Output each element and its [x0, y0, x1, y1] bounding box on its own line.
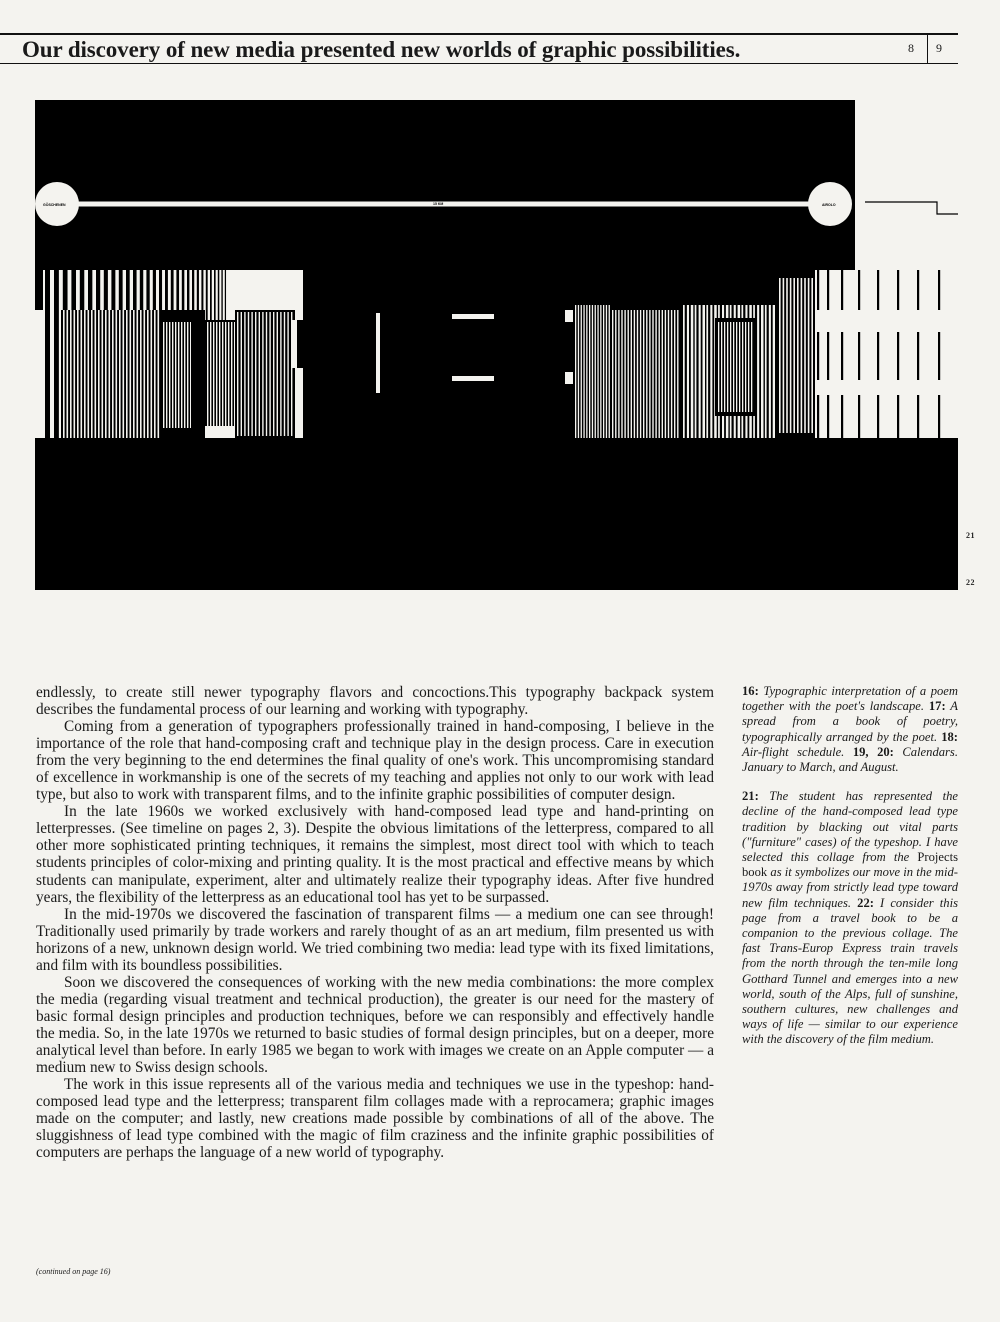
stripe-bar: [877, 270, 879, 310]
stripe-bar: [154, 310, 156, 438]
stripe-bar: [610, 270, 680, 438]
caption-text-21a: The student has represented the decline of the hand-composed lead type tradition by blacking out vital parts ("furniture" cases) of the typeshop. I have selected this collage from the: [742, 789, 958, 865]
stripe-bar: [63, 310, 65, 438]
caption-block-16-20: [742, 684, 958, 775]
stripe-bar: [112, 310, 114, 438]
caption-number-16: 16:: [742, 684, 759, 698]
caption-text-16: Typographic interpretation of a poem together with the poet's landscape.: [742, 684, 958, 714]
stripe-bar: [631, 310, 632, 438]
stripe-bar: [133, 310, 135, 438]
stripe-bar: [655, 310, 656, 438]
body-paragraph-6: The work in this issue represents all of the various media and techniques we use in the typeshop: hand-composed lead type and the letterpress; transparent film collages made with a reprocamera; graphic images made on the computer; and lastly, new creations made possible by combinations of all of the above. The sluggishness of lead type combined with the magic of film craziness and the infinite graphic possibilities of computers are perhaps the language of a new world of typography.: [36, 1076, 714, 1162]
tunnel-vertical-mark: [376, 313, 380, 393]
stripe-bar: [269, 312, 270, 436]
caption-number-17: 17:: [928, 699, 946, 714]
stripe-bar: [615, 310, 616, 438]
stripe-bar: [817, 332, 819, 380]
stripe-bar: [126, 310, 128, 438]
stripe-bar: [665, 310, 666, 438]
stripe-bar: [77, 310, 79, 438]
stripe-bar: [231, 322, 232, 426]
page-numbers: [898, 35, 958, 63]
stripe-bar: [637, 310, 638, 438]
stripe-bar: [67, 310, 69, 438]
stripe-bar: [640, 310, 641, 438]
stripe-bar: [727, 322, 728, 412]
stripe-bar: [259, 312, 260, 436]
stripe-bar: [671, 310, 672, 438]
tunnel-notch-bottom: [565, 372, 573, 384]
stripe-bar: [595, 305, 596, 438]
stripe-bar: [119, 310, 121, 438]
stripe-bar: [181, 322, 182, 428]
stripe-bar: [219, 322, 220, 426]
stripe-bar: [858, 332, 860, 380]
caption-text-22: I consider this page from a travel book to be a companion to the previous collage. The fast Trans-Europ Express train travels from the north through the ten-mile long Gotthard Tunnel and emerges into a new world, south of the Alps, full of sunshine, southern cultures, new challenges and ways of life — similar to our experience with the discovery of the film medium.: [742, 895, 958, 1047]
stripe-bar: [116, 310, 118, 438]
body-paragraph-1: endlessly, to create still newer typography flavors and concoctions.This typography backpack system describes the fundamental process of our learning and working with typography.: [36, 684, 714, 719]
stripe-bar: [917, 395, 919, 438]
stripe-bar: [262, 312, 263, 436]
stripe-bar: [917, 332, 919, 380]
stripe-bar: [222, 322, 223, 426]
stripe-bar: [241, 312, 242, 436]
stripe-bar: [751, 322, 752, 412]
stripe-bar: [938, 270, 940, 310]
stripe-bar: [808, 278, 810, 433]
stripe-bar: [612, 310, 613, 438]
stripe-bar: [733, 322, 734, 412]
stripe-bar: [74, 310, 76, 438]
figure-label-21: 21: [966, 531, 975, 540]
upper-right-white-field: [855, 100, 958, 270]
stripe-bar: [287, 312, 288, 436]
stripe-bar: [718, 322, 719, 412]
stripe-bar: [130, 310, 132, 438]
stripe-bar: [783, 278, 785, 433]
stripe-bar: [109, 310, 111, 438]
stripe-bar: [244, 312, 245, 436]
stripe-bar: [624, 310, 625, 438]
stripe-bar: [659, 310, 660, 438]
stripe-bar: [606, 305, 607, 438]
stripe-bar: [91, 310, 93, 438]
stripe-bar: [703, 305, 706, 438]
caption-sidebar: [742, 684, 958, 1048]
stripe-bar: [105, 310, 107, 438]
stripe-bar: [695, 305, 697, 438]
caption-block-21-22: [742, 789, 958, 1047]
stripe-bar: [765, 305, 767, 438]
stripe-bar: [674, 310, 675, 438]
stripe-bar: [172, 322, 173, 428]
stripe-bar: [877, 395, 879, 438]
stripe-bar: [213, 322, 214, 426]
stripe-bar: [706, 305, 708, 438]
stripe-bar: [144, 310, 146, 438]
stripe-bar: [827, 332, 829, 380]
stripe-bar: [589, 305, 590, 438]
stripe-bar: [634, 310, 635, 438]
stripe-bar: [609, 305, 610, 438]
stripe-bar: [586, 305, 587, 438]
stripe-bar: [618, 310, 619, 438]
stripe-bar: [184, 322, 185, 428]
stripe-bar: [284, 312, 285, 436]
stripe-bar: [621, 310, 622, 438]
stripe-bar: [628, 310, 629, 438]
stripe-bar: [266, 312, 267, 436]
stripe-bar: [827, 395, 829, 438]
stripe-bar: [225, 322, 226, 426]
stripe-bar: [88, 310, 90, 438]
stripe-bar: [98, 310, 100, 438]
stripe-bar: [583, 305, 584, 438]
stripe-bar: [786, 278, 788, 433]
stripe-bar: [255, 312, 256, 436]
stripe-bar: [137, 310, 139, 438]
stripe-bar: [169, 322, 170, 428]
tunnel-dash-bottom: [452, 376, 494, 381]
stripe-bar: [187, 322, 188, 428]
stripe-bar: [35, 270, 43, 310]
stripe-bar: [81, 310, 83, 438]
tunnel-notch-top: [565, 310, 573, 322]
stripe-bar: [280, 312, 281, 436]
stripe-bar: [646, 310, 647, 438]
stripe-bar: [858, 395, 860, 438]
stripe-bar: [736, 322, 737, 412]
stripe-bar: [691, 305, 694, 438]
caption-text-17: A spread from a book of poetry, typographically arranged by the poet.: [742, 699, 959, 744]
stripe-bar: [938, 395, 940, 438]
stripe-bar: [54, 270, 59, 438]
body-paragraph-5: Soon we discovered the consequences of working with the new media combinations: the more complex the media (regarding visual treatment and technical production), the greater is our need for the mastery of basic formal design principles and production techniques, before we can responsibly and effectively handle the media. So, in the late 1970s we returned to basic studies of formal design principles, but on a deeper, more analytical level than before. In early 1985 we began to work with images we create on an Apple computer — a medium new to Swiss design schools.: [36, 973, 714, 1077]
stripe-bar: [151, 310, 153, 438]
station-label-left: GÖSCHENEN: [43, 203, 66, 207]
tunnel-dash-top: [452, 314, 494, 319]
stripe-bar: [739, 322, 740, 412]
stripe-bar: [248, 312, 249, 436]
stripe-bar: [191, 310, 205, 438]
stripe-bar: [237, 312, 238, 436]
stripe-bar: [897, 395, 899, 438]
station-label-right: AIROLO: [822, 203, 836, 207]
stripe-bar: [811, 278, 813, 433]
stripe-bar: [70, 310, 72, 438]
stripe-bar: [841, 332, 843, 380]
stripe-bar: [273, 312, 274, 436]
continued-note: (continued on page 16): [36, 1267, 111, 1276]
page-header: [0, 33, 958, 64]
stripe-bar: [793, 278, 795, 433]
caption-number-18: 18:: [941, 729, 958, 744]
tunnel-dark-region: [303, 270, 570, 438]
page-number-divider: [927, 35, 928, 63]
stripe-bar: [769, 305, 771, 438]
stripe-bar: [742, 322, 743, 412]
stripe-bar: [578, 305, 579, 438]
stripe-bar: [123, 310, 125, 438]
page-title: Our discovery of new media presented new worlds of graphic possibilities.: [22, 37, 741, 62]
stripe-bar: [175, 322, 176, 428]
stripe-bar: [45, 270, 50, 438]
illustration-graphic: [35, 100, 958, 590]
stripe-bar: [779, 278, 781, 433]
caption-text-19-20: Calendars. January to March, and August.: [742, 744, 958, 775]
stripe-bar: [575, 305, 576, 438]
stripe-bar: [721, 322, 722, 412]
caption-text-18: Air-flight schedule.: [742, 744, 853, 759]
stripe-bar: [817, 270, 819, 310]
stripe-bar: [687, 305, 689, 438]
stripe-bar: [147, 310, 149, 438]
stripe-bar: [102, 310, 104, 438]
stripe-bar: [917, 270, 919, 310]
stripe-bar: [600, 305, 601, 438]
stripe-bar: [178, 322, 179, 428]
stripe-bar: [804, 278, 806, 433]
stripe-bar: [858, 270, 860, 310]
stripe-bar: [603, 305, 604, 438]
stripe-bar: [724, 322, 725, 412]
stripe-bar: [817, 395, 819, 438]
stripe-bar: [210, 322, 211, 426]
body-paragraph-2: Coming from a generation of typographers professionally trained in hand-composing, I believe in the importance of the role that hand-composing craft and technique play in the design process. Care in execution from the very beginning to the end determines the final quality of one's work. This uncompromising standard of excellence in workmanship is one of the secrets of my teaching and applies not only to our work with lead type, but also to work with transparent films, and to the infinite graphic possibilities of computer design.: [36, 718, 714, 804]
stripe-bar: [649, 310, 650, 438]
stripe-bar: [652, 310, 653, 438]
stripe-bar: [662, 310, 663, 438]
stripe-bar: [216, 322, 217, 426]
caption-text-21c: as it symbolizes our move in the mid-1970s away from strictly lead type toward new film techniques.: [742, 865, 958, 910]
stripe-bar: [95, 310, 97, 438]
stripe-bar: [297, 320, 303, 368]
caption-number-22: 22:: [857, 895, 874, 910]
stripe-bar: [827, 270, 829, 310]
stripe-bar: [140, 310, 142, 438]
stripe-bar: [877, 332, 879, 380]
stripe-bar: [748, 322, 749, 412]
stripe-bar: [592, 305, 593, 438]
body-paragraph-3: In the late 1960s we worked exclusively with hand-composed lead type and hand-printing on letterpresses. (See timeline on pages 2, 3). Despite the obvious limitations of the letterpress, compared to all other more sophisticated printing techniques, it remains the simplest, most direct tool with which to teach students principles of color-mixing and printing quality. It is the most practical and effective means by which students can manipulate, experiment, alter and ultimately realize their typography ideas. After five hundred years, the flexibility of the letterpress as an educational tool has yet to be surpassed.: [36, 803, 714, 906]
stripe-bar: [699, 305, 701, 438]
stripe-bar: [710, 305, 712, 438]
stripe-bar: [801, 278, 803, 433]
stripe-bar: [761, 305, 764, 438]
stripe-bar: [235, 310, 295, 438]
stripe-bar: [207, 322, 208, 426]
stripe-bar: [677, 310, 678, 438]
main-body-text: [36, 684, 714, 1161]
stripe-bar: [841, 270, 843, 310]
stripe-bar: [251, 312, 252, 436]
stripe-bar: [84, 310, 86, 438]
stripe-bar: [730, 322, 731, 412]
page-number-left: 8: [908, 41, 914, 55]
stripe-bar: [897, 270, 899, 310]
stripe-bar: [158, 310, 160, 438]
stripe-bar: [841, 395, 843, 438]
stripe-bar: [683, 305, 685, 438]
stripe-bar: [773, 305, 776, 438]
stripe-bar: [61, 310, 161, 438]
figure-label-22: 22: [966, 578, 975, 587]
stripe-bar: [790, 278, 792, 433]
stripe-bar: [797, 278, 799, 433]
stripe-bar: [163, 322, 164, 428]
stripe-bar: [745, 322, 746, 412]
stripe-bar: [668, 310, 669, 438]
page-number-right: 9: [936, 41, 942, 55]
body-paragraph-4: In the mid-1970s we discovered the fascination of transparent films — a medium one can see through! Traditionally used primarily by trade workers and rarely thought of as an art medium, film presented us with horizons of a new, unknown design world. We tried combining two media: lead type with its fixed limitations, and film with its boundless possibilities.: [36, 905, 714, 974]
gotthard-tunnel-illustration: [35, 100, 958, 590]
stripe-bar: [643, 310, 644, 438]
caption-number-21: 21:: [742, 789, 759, 804]
caption-book-title: Projects book: [742, 850, 958, 880]
stripe-bar: [938, 332, 940, 380]
stripe-bar: [166, 322, 167, 428]
stripe-bar: [277, 312, 278, 436]
stripe-bar: [597, 305, 598, 438]
stripe-bar: [228, 322, 229, 426]
stripe-bar: [897, 332, 899, 380]
caption-number-19-20: 19, 20:: [852, 744, 894, 759]
stripe-bar: [757, 305, 759, 438]
distance-label: 15 KM: [433, 202, 444, 206]
stripe-bar: [581, 305, 582, 438]
